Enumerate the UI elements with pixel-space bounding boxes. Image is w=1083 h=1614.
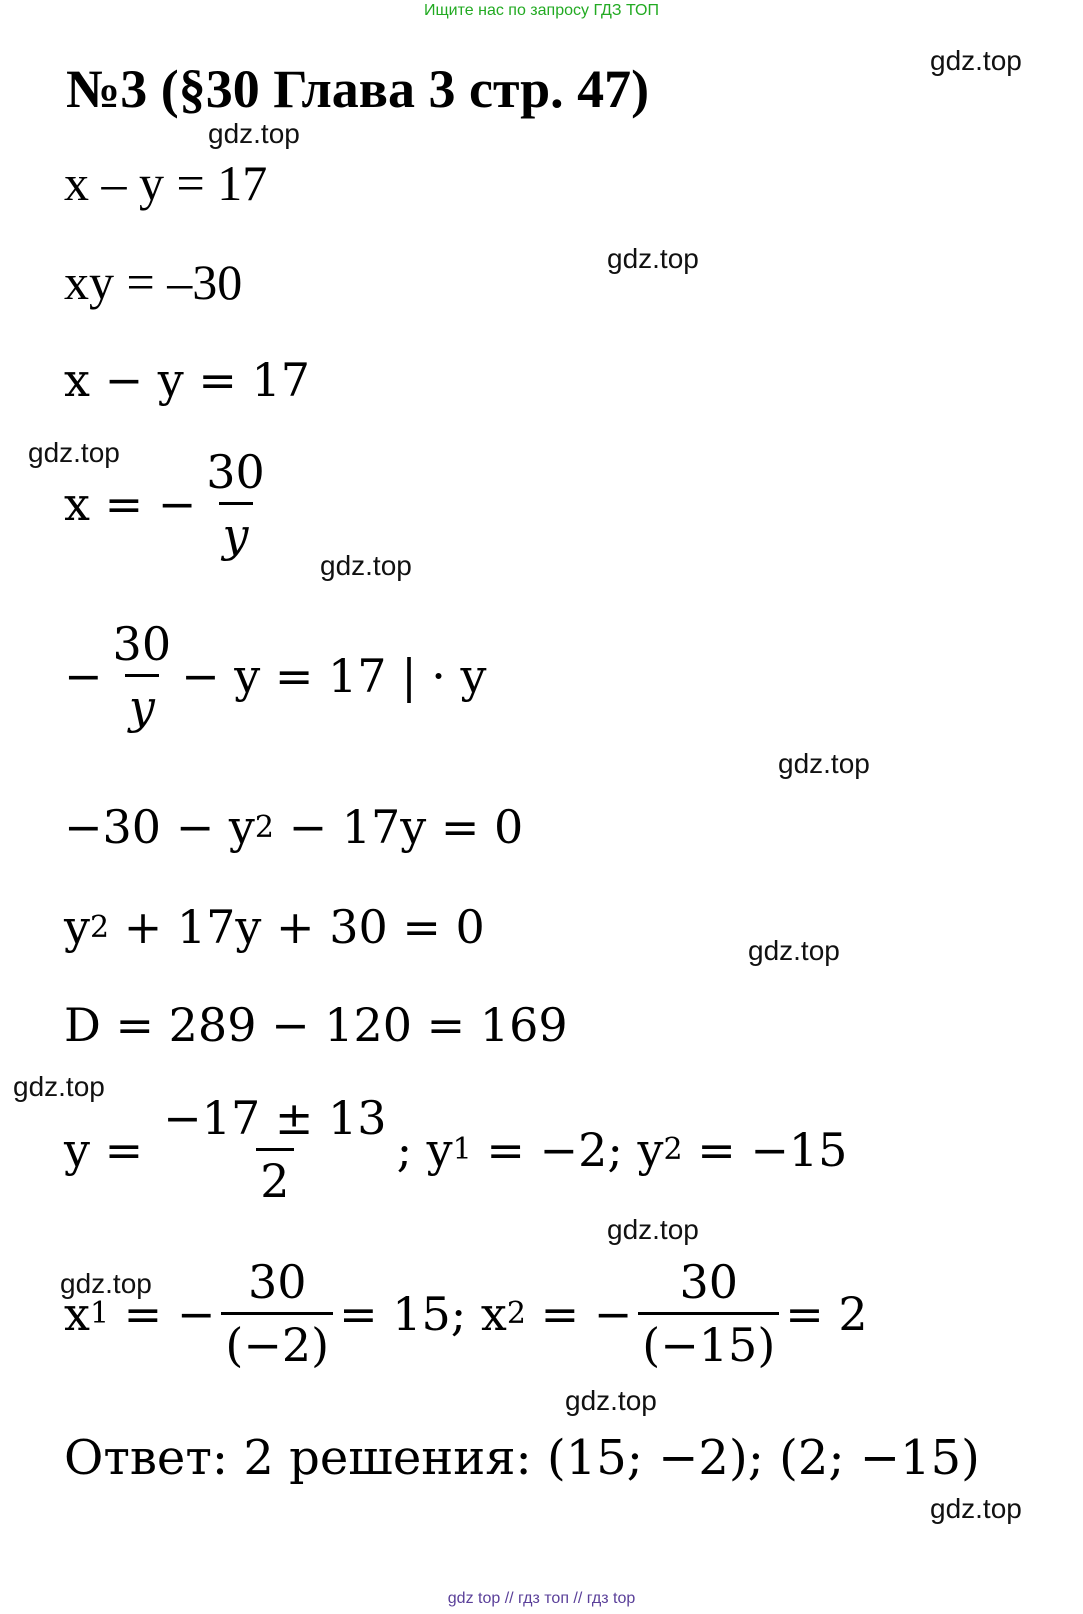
watermark: gdz.top: [13, 1071, 105, 1102]
line-9-prefix: y =: [64, 1122, 144, 1177]
line-7-a: y: [64, 900, 90, 954]
subscript: 1: [452, 1132, 472, 1168]
line-9-y1: ; y: [396, 1122, 453, 1177]
watermark: gdz.top: [607, 1214, 699, 1245]
line-9-y1-value: = −2; y: [471, 1122, 664, 1177]
subscript: 2: [663, 1132, 683, 1168]
watermark: gdz.top: [208, 118, 300, 149]
line-10-x1: x: [64, 1286, 90, 1341]
equation-line-4: [64, 445, 275, 563]
line-5-prefix: −: [64, 648, 103, 703]
watermark: gdz.top: [930, 1493, 1022, 1524]
line-5-suffix: − y = 17 | · y: [181, 648, 487, 703]
denominator: (−15): [638, 1312, 779, 1369]
exponent: 2: [90, 909, 110, 945]
equation-line-9: [64, 1091, 848, 1209]
equation-line-10: [64, 1255, 868, 1373]
exponent: 2: [254, 809, 274, 845]
fraction: [638, 1255, 779, 1373]
line-4-prefix: x = −: [64, 476, 197, 531]
numerator: 30: [679, 1255, 739, 1309]
line-10-end: = 2: [785, 1286, 868, 1341]
numerator: 30: [206, 445, 265, 499]
equation-line-7: [64, 900, 485, 954]
answer-line: Ответ: 2 решения: (15; −2); (2; −15): [64, 1430, 980, 1486]
equation-line-3: [64, 353, 310, 407]
top-banner: Ищите нас по запросу ГДЗ ТОП: [424, 2, 659, 19]
denominator: y: [219, 502, 253, 559]
watermark: gdz.top: [930, 45, 1022, 76]
line-6-a: −30 − y: [64, 800, 255, 854]
equation-line-2: xy = –30: [64, 254, 243, 310]
line-3-text: x − y = 17: [64, 353, 311, 407]
line-10-eq1: = −: [109, 1286, 216, 1341]
watermark: gdz.top: [607, 243, 699, 274]
equation-line-5: [64, 617, 487, 735]
fraction: [202, 445, 269, 563]
denominator: (−2): [221, 1312, 333, 1369]
subscript: 2: [506, 1296, 526, 1332]
watermark: gdz.top: [60, 1268, 152, 1299]
watermark: gdz.top: [778, 748, 870, 779]
footer-links: gdz top // гдз топ // гдз top: [447, 1590, 636, 1607]
line-7-b: + 17y + 30 = 0: [109, 900, 485, 954]
watermark: gdz.top: [28, 437, 120, 468]
watermark: gdz.top: [748, 935, 840, 966]
page-title: №3 (§30 Глава 3 стр. 47): [66, 59, 650, 119]
subscript: 1: [89, 1296, 110, 1332]
watermark: gdz.top: [565, 1385, 657, 1416]
fraction: [159, 1091, 390, 1209]
fraction: [109, 617, 176, 735]
line-8-text: D = 289 − 120 = 169: [64, 998, 568, 1052]
equation-line-6: [64, 800, 523, 854]
line-6-b: − 17y = 0: [273, 800, 524, 854]
fraction: [221, 1255, 333, 1373]
numerator: −17 ± 13: [163, 1091, 387, 1145]
denominator: 2: [256, 1148, 293, 1205]
equation-line-1: x – y = 17: [64, 155, 268, 211]
numerator: 30: [247, 1255, 307, 1309]
watermark: gdz.top: [320, 550, 412, 581]
denominator: y: [125, 674, 159, 731]
equation-line-8: [64, 998, 568, 1052]
line-10-eq2: = −: [525, 1286, 633, 1341]
line-9-y2-value: = −15: [682, 1122, 848, 1177]
line-10-mid: = 15; x: [339, 1286, 507, 1341]
numerator: 30: [112, 617, 172, 671]
